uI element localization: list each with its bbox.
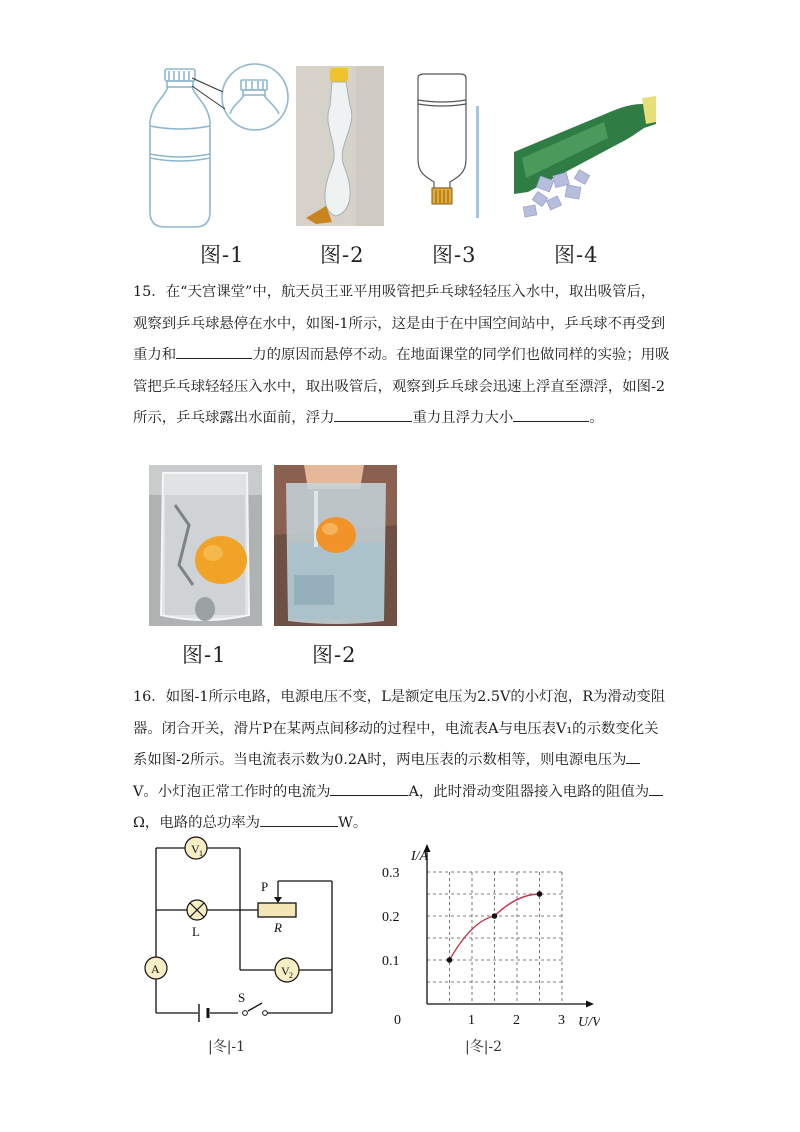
slider-label: P	[261, 879, 269, 894]
origin-label: 0	[394, 1013, 401, 1028]
text-segment: W。	[338, 815, 368, 831]
text-segment: 重力和	[133, 347, 177, 363]
data-point	[537, 891, 543, 897]
question-text-line	[133, 340, 673, 372]
question-16	[133, 682, 673, 840]
y-tick-label: 0.2	[382, 910, 400, 925]
text-segment: 。	[589, 410, 604, 426]
text-segment: 系如图-2所示。当电流表示数为0.2A时，两电压表的示数相等，则电源电压为	[133, 752, 627, 768]
question-text-line	[133, 745, 673, 777]
v2-subscript: 2	[289, 971, 293, 980]
bottle-photo	[296, 66, 384, 226]
answer-blank[interactable]	[334, 407, 412, 422]
v2-label: V	[281, 964, 290, 978]
answer-blank[interactable]	[649, 781, 663, 796]
data-point	[447, 957, 453, 963]
iu-graph	[370, 835, 600, 1040]
resistor-label: R	[274, 920, 282, 935]
ammeter-label: A	[151, 962, 160, 976]
fig-caption: 图-4	[554, 243, 599, 267]
fig-caption: |冬|-2	[465, 1039, 503, 1055]
y-tick-label: 0.3	[382, 866, 400, 881]
question-text-line: 15．在“天宫课堂”中，航天员王亚平用吸管把乒乓球轻轻压入水中，取出吸管后，	[133, 284, 656, 300]
fig-caption: 图-1	[200, 243, 245, 267]
fig-caption: 图-2	[320, 243, 365, 267]
answer-blank[interactable]	[260, 812, 338, 827]
glass-photo-2	[274, 465, 397, 626]
question-15	[133, 277, 673, 435]
answer-blank[interactable]	[513, 407, 589, 422]
question-text-line: 观察到乒乓球悬停在水中，如图-1所示，这是由于在中国空间站中，乒乓球不再受到	[133, 315, 666, 332]
glass-photo-1	[149, 465, 262, 626]
text-segment: V。小灯泡正常工作时的电流为	[133, 783, 331, 800]
x-axis-arrow	[586, 1001, 594, 1008]
green-bottle-photo	[514, 94, 656, 222]
x-tick-label: 1	[468, 1013, 475, 1028]
circuit-diagram	[130, 835, 360, 1035]
question-text-line	[133, 777, 673, 809]
fig-caption: 图-3	[432, 243, 477, 267]
v1-label: V	[191, 842, 200, 856]
question-text-line: 管把乒乓球轻轻压入水中，取出吸管后，观察到乒乓球会迅速上浮直至漂浮，如图-2	[133, 378, 666, 395]
fig-caption: |冬|-1	[208, 1039, 246, 1055]
fig-caption: 图-1	[182, 643, 227, 667]
data-point	[492, 913, 498, 919]
text-segment: 所示，乒乓球露出水面前，浮力	[133, 410, 335, 426]
x-tick-label: 2	[513, 1013, 520, 1028]
y-axis-label: I/A	[411, 849, 429, 864]
text-segment: A，此时滑动变阻器接入电路的阻值为	[408, 783, 650, 800]
question-text-line	[133, 403, 673, 435]
question-text-line: 器。闭合开关，滑片P在某两点间移动的过程中，电流表A与电压表V₁的示数变化关	[133, 720, 659, 737]
bottle-diagram	[140, 62, 300, 234]
text-segment: 重力且浮力大小	[412, 410, 514, 426]
switch-label: S	[238, 990, 246, 1005]
text-segment: Ω，电路的总功率为	[133, 815, 261, 831]
text-segment: 力的原因而悬停不动。在地面课堂的同学们也做同样的实验；用吸	[252, 347, 670, 363]
y-tick-label: 0.1	[382, 954, 400, 969]
question-text-line: 16．如图-1所示电路，电源电压不变，L是额定电压为2.5V的小灯泡，R为滑动变阻	[133, 689, 666, 705]
answer-blank[interactable]	[626, 749, 640, 764]
answer-blank[interactable]	[330, 781, 408, 796]
v1-subscript: 1	[199, 849, 203, 858]
answer-blank[interactable]	[176, 344, 252, 359]
inverted-bottle	[410, 70, 490, 222]
fig-caption: 图-2	[312, 643, 357, 667]
x-axis-label: U/V	[578, 1015, 600, 1030]
lamp-label: L	[192, 924, 200, 939]
x-tick-label: 3	[558, 1013, 565, 1028]
